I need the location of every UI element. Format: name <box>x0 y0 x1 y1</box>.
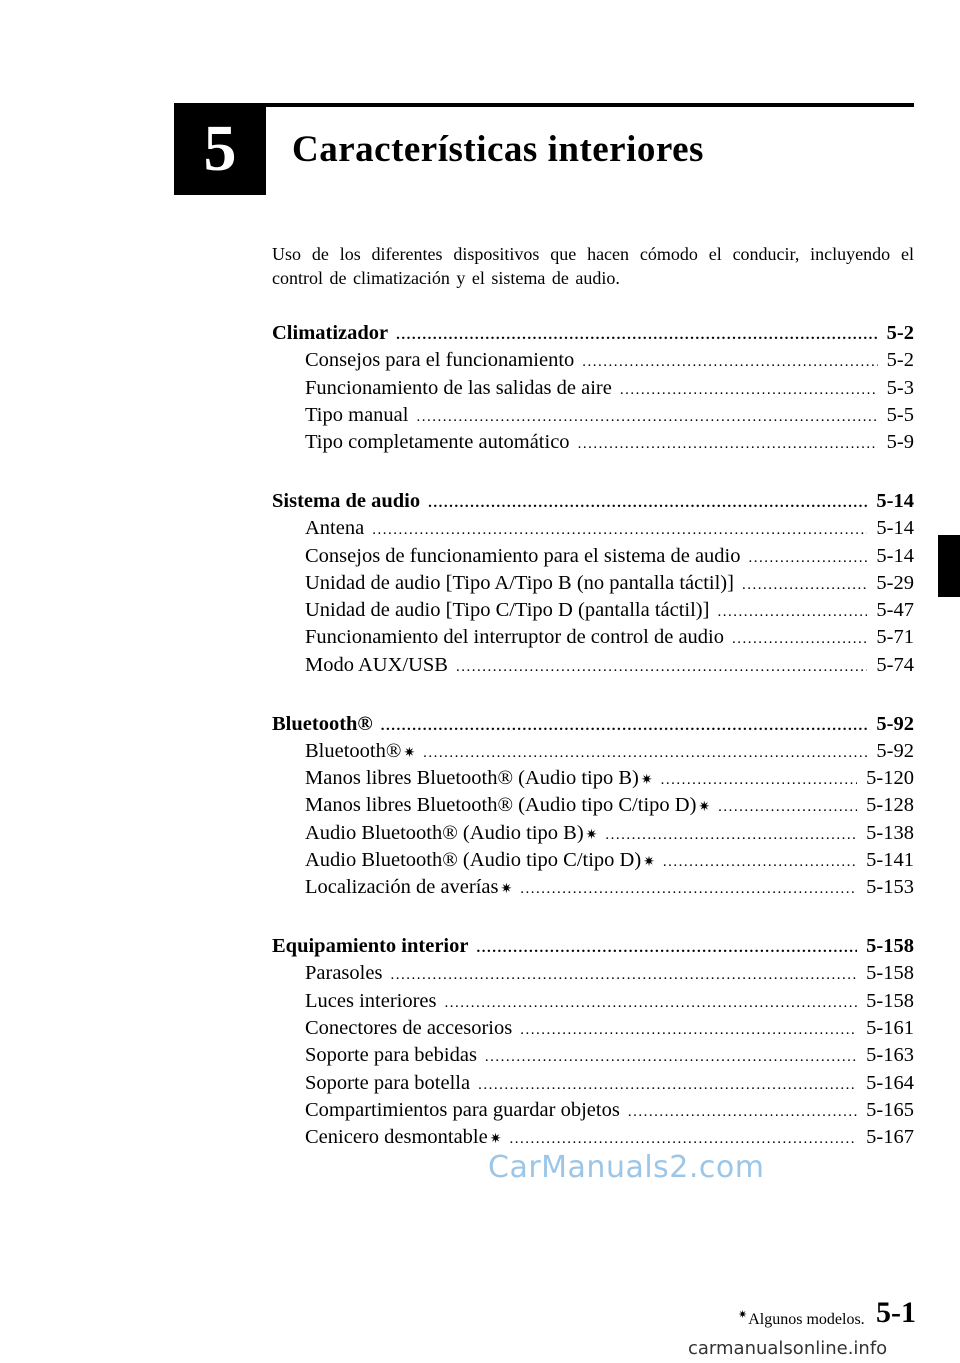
dot-leader <box>381 713 868 738</box>
dot-leader <box>485 1044 857 1069</box>
asterisk-icon: ✷ <box>643 855 655 871</box>
toc-entry-page: 5-47 <box>876 599 914 622</box>
toc-item[interactable] <box>272 402 914 429</box>
toc-entry-page: 5-141 <box>866 849 914 872</box>
toc-section <box>272 711 914 902</box>
toc-entry-label: Modo AUX/USB <box>305 653 448 676</box>
toc-item[interactable] <box>272 429 914 456</box>
asterisk-icon: ✷ <box>403 745 416 761</box>
toc-entry-label: Funcionamiento de las salidas de aire <box>305 376 612 399</box>
dot-leader <box>390 962 857 987</box>
toc-item[interactable] <box>272 1097 914 1124</box>
toc-entry-page: 5-153 <box>866 876 914 899</box>
toc-entry-page: 5-14 <box>876 489 914 512</box>
asterisk-icon: ✷ <box>500 882 513 898</box>
chapter-intro: Uso de los diferentes dispositivos que hacen cómodo el conducir, incluyendo el control de climatización y el sistema de audio. <box>272 244 914 288</box>
asterisk-icon: ✷ <box>640 773 653 789</box>
toc-entry-page: 5-14 <box>876 544 914 567</box>
page-number: 5-1 <box>876 1296 916 1329</box>
dot-leader <box>416 404 877 429</box>
dot-leader <box>605 822 857 847</box>
toc-entry-page: 5-158 <box>866 962 914 985</box>
toc-entry-label: Sistema de audio <box>272 489 421 512</box>
toc-entry-label: Audio Bluetooth® (Audio tipo B) <box>305 821 584 844</box>
toc-entry-page: 5-158 <box>866 989 914 1012</box>
toc-item[interactable] <box>272 375 914 402</box>
dot-leader <box>423 740 867 765</box>
toc-entry-label: Conectores de accesorios <box>305 1017 513 1040</box>
dot-leader <box>445 990 858 1015</box>
toc-item[interactable] <box>272 960 914 987</box>
toc-item[interactable] <box>272 624 914 651</box>
toc-entry-page: 5-163 <box>866 1044 914 1067</box>
chapter-header-rule <box>174 103 914 107</box>
toc-section <box>272 320 914 456</box>
toc-item[interactable] <box>272 874 914 901</box>
chapter-title: Características interiores <box>292 129 704 170</box>
asterisk-icon: ✷ <box>738 1309 748 1321</box>
toc-section-heading[interactable] <box>272 933 914 960</box>
toc-entry-page: 5-2 <box>886 349 914 372</box>
toc-entry-label: Bluetooth® <box>272 712 373 735</box>
dot-leader <box>732 626 867 651</box>
toc-entry-page: 5-2 <box>886 322 914 344</box>
dot-leader <box>578 431 878 456</box>
toc-item[interactable] <box>272 515 914 542</box>
dot-leader <box>620 377 878 402</box>
toc-entry-label: Tipo manual <box>305 403 409 426</box>
dot-leader <box>718 794 857 819</box>
toc-section <box>272 933 914 1151</box>
dot-leader <box>661 767 858 792</box>
toc-item[interactable] <box>272 570 914 597</box>
toc-entry-page: 5-3 <box>886 376 914 399</box>
toc-entry-label: Localización de averías <box>305 876 499 899</box>
toc-item[interactable] <box>272 820 914 847</box>
toc-entry-page: 5-5 <box>886 403 914 426</box>
toc-entry-page: 5-74 <box>876 653 914 676</box>
table-of-contents <box>272 320 914 1183</box>
dot-leader <box>582 349 877 374</box>
toc-item[interactable] <box>272 738 914 765</box>
toc-entry-page: 5-164 <box>866 1071 914 1094</box>
toc-entry-label: Manos libres Bluetooth® (Audio tipo C/tipo D) <box>305 794 697 817</box>
toc-item[interactable] <box>272 1042 914 1069</box>
toc-entry-page: 5-71 <box>876 626 914 649</box>
toc-entry-label: Consejos para el funcionamiento <box>305 349 575 372</box>
toc-entry-page: 5-9 <box>886 431 914 454</box>
toc-entry-label: Parasoles <box>305 962 383 985</box>
toc-entry-label: Funcionamiento del interruptor de control de audio <box>305 626 724 649</box>
footnote-text: Algunos modelos. <box>748 1311 865 1328</box>
toc-item[interactable] <box>272 347 914 374</box>
dot-leader <box>476 935 857 960</box>
toc-entry-label: Unidad de audio [Tipo C/Tipo D (pantalla táctil)] <box>305 599 710 622</box>
toc-entry-page: 5-128 <box>866 794 914 817</box>
toc-entry-page: 5-167 <box>866 1126 914 1149</box>
dot-leader <box>478 1072 857 1097</box>
toc-entry-page: 5-161 <box>866 1017 914 1040</box>
toc-entry-page: 5-158 <box>866 935 914 958</box>
chapter-number: 5 <box>203 112 237 185</box>
asterisk-icon: ✷ <box>585 827 598 843</box>
toc-item[interactable] <box>272 1124 914 1151</box>
toc-item[interactable] <box>272 792 914 819</box>
chapter-thumb-tab <box>938 535 960 597</box>
toc-entry-label: Tipo completamente automático <box>305 431 570 454</box>
toc-item[interactable] <box>272 765 914 792</box>
toc-entry-page: 5-165 <box>866 1098 914 1121</box>
dot-leader <box>749 545 868 570</box>
dot-leader <box>717 599 867 624</box>
toc-entry-label: Luces interiores <box>305 989 437 1012</box>
toc-entry-page: 5-92 <box>876 712 914 735</box>
toc-item[interactable] <box>272 597 914 624</box>
dot-leader <box>372 517 867 542</box>
toc-entry-label: Manos libres Bluetooth® (Audio tipo B) <box>305 767 639 790</box>
toc-entry-label: Unidad de audio [Tipo A/Tipo B (no pantalla táctil)] <box>305 571 734 594</box>
toc-entry-page: 5-14 <box>876 517 914 540</box>
dot-leader <box>663 849 857 874</box>
toc-entry-label: Soporte para bebidas <box>305 1044 477 1067</box>
toc-entry-label: Cenicero desmontable <box>305 1126 488 1149</box>
toc-item[interactable] <box>272 988 914 1015</box>
toc-entry-label: Bluetooth® <box>305 739 402 762</box>
toc-section <box>272 488 914 679</box>
toc-entry-page: 5-138 <box>866 821 914 844</box>
toc-section-heading[interactable] <box>272 488 914 515</box>
toc-entry-page: 5-92 <box>876 739 914 762</box>
dot-leader <box>428 490 867 515</box>
toc-entry-label: Antena <box>305 517 365 540</box>
toc-item[interactable] <box>272 847 914 874</box>
toc-entry-label: Audio Bluetooth® (Audio tipo C/tipo D) <box>305 849 642 872</box>
asterisk-icon: ✷ <box>698 800 711 816</box>
toc-entry-label: Consejos de funcionamiento para el sistema de audio <box>305 544 741 567</box>
toc-item[interactable] <box>272 652 914 679</box>
asterisk-icon: ✷ <box>489 1132 502 1148</box>
dot-leader <box>520 876 857 901</box>
dot-leader <box>742 572 867 597</box>
dot-leader <box>396 322 878 347</box>
dot-leader <box>509 1126 857 1151</box>
toc-item[interactable] <box>272 1015 914 1042</box>
dot-leader <box>456 654 867 679</box>
toc-entry-page: 5-29 <box>876 571 914 594</box>
toc-section-heading[interactable] <box>272 711 914 738</box>
footnote <box>738 1308 865 1329</box>
dot-leader <box>520 1017 857 1042</box>
toc-entry-label: Soporte para botella <box>305 1071 471 1094</box>
footer-site-link[interactable]: carmanualsonline.info <box>688 1338 888 1359</box>
toc-entry-label: Climatizador <box>272 322 389 344</box>
chapter-number-badge <box>174 103 266 195</box>
toc-entry-label: Compartimientos para guardar objetos <box>305 1098 620 1121</box>
watermark-logo: CarManuals2.com <box>488 1150 765 1185</box>
dot-leader <box>628 1099 857 1124</box>
toc-item[interactable] <box>272 1070 914 1097</box>
toc-entry-label: Equipamiento interior <box>272 935 469 958</box>
toc-item[interactable] <box>272 543 914 570</box>
toc-section-heading[interactable] <box>272 320 914 347</box>
toc-entry-page: 5-120 <box>866 767 914 790</box>
